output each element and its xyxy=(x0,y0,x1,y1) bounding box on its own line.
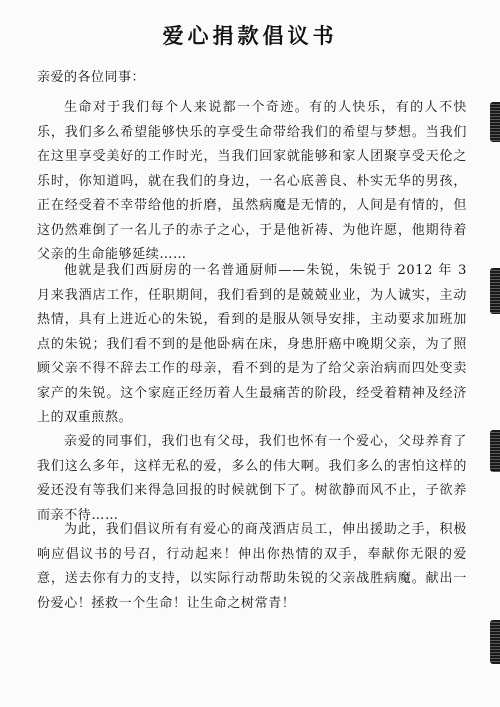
binding-mark xyxy=(490,102,500,142)
document-title: 爱心捐款倡议书 xyxy=(162,23,338,48)
greeting: 亲爱的各位同事： xyxy=(37,70,146,85)
paragraph-3: 亲爱的同事们，我们也有父母，我们也怀有一个爱心，父母养育了我们这么多年，这样无私的爱，多么的伟大啊。我们多么的害怕这样的爱还没有等我们来得急回报的时候就倒下了。树欲静而风不止，子欲养而亲不待…… xyxy=(37,434,467,523)
paragraph-1: 生命对于我们每个人来说都一个奇迹。有的人快乐，有的人不快乐，我们多么希望能够快乐的享受生命带给我们的希望与梦想。当我们在这里享受美好的工作时光，当我们回家就能够和家人团聚享受天伦之乐时，你知道吗，就在我们的身边，一名心底善良、朴实无华的男孩，正在经受着不幸带给他的折磨，虽然病魔是无情的，人间是有情的，但这仍然难倒了一名儿子的赤子之心，于是他祈祷、为他许愿，他期待着父亲的生命能够延续…… xyxy=(37,100,467,262)
binding-mark xyxy=(490,620,500,664)
paragraph-2: 他就是我们西厨房的一名普通厨师——朱锐，朱锐于 2012 年 3 月来我酒店工作，任职期间，我们看到的是兢兢业业，为人诚实，主动热情，具有上进近心的朱锐，看到的是服从领导安排，主动要求加班加点的朱锐；我们看不到的是他卧病在床，身患肝癌中晚期父亲，为了照顾父亲不得不辞去工作的母亲，看不到的是为了给父亲治病而四处变卖家产的朱锐。这个家庭正经历着人生最痛苦的阶段，经受着精神及经济上的双重煎熬。 xyxy=(37,263,467,425)
binding-mark xyxy=(490,430,500,472)
binding-mark xyxy=(490,268,500,314)
paragraph-4: 为此，我们倡议所有有爱心的商茂酒店员工，伸出援助之手，积极响应倡议书的号召，行动起来！伸出你热情的双手，奉献你无限的爱意，送去你有力的支持，以实际行动帮助朱锐的父亲战胜病魔。献出一份爱心！拯救一个生命！让生命之树常青！ xyxy=(37,522,467,611)
